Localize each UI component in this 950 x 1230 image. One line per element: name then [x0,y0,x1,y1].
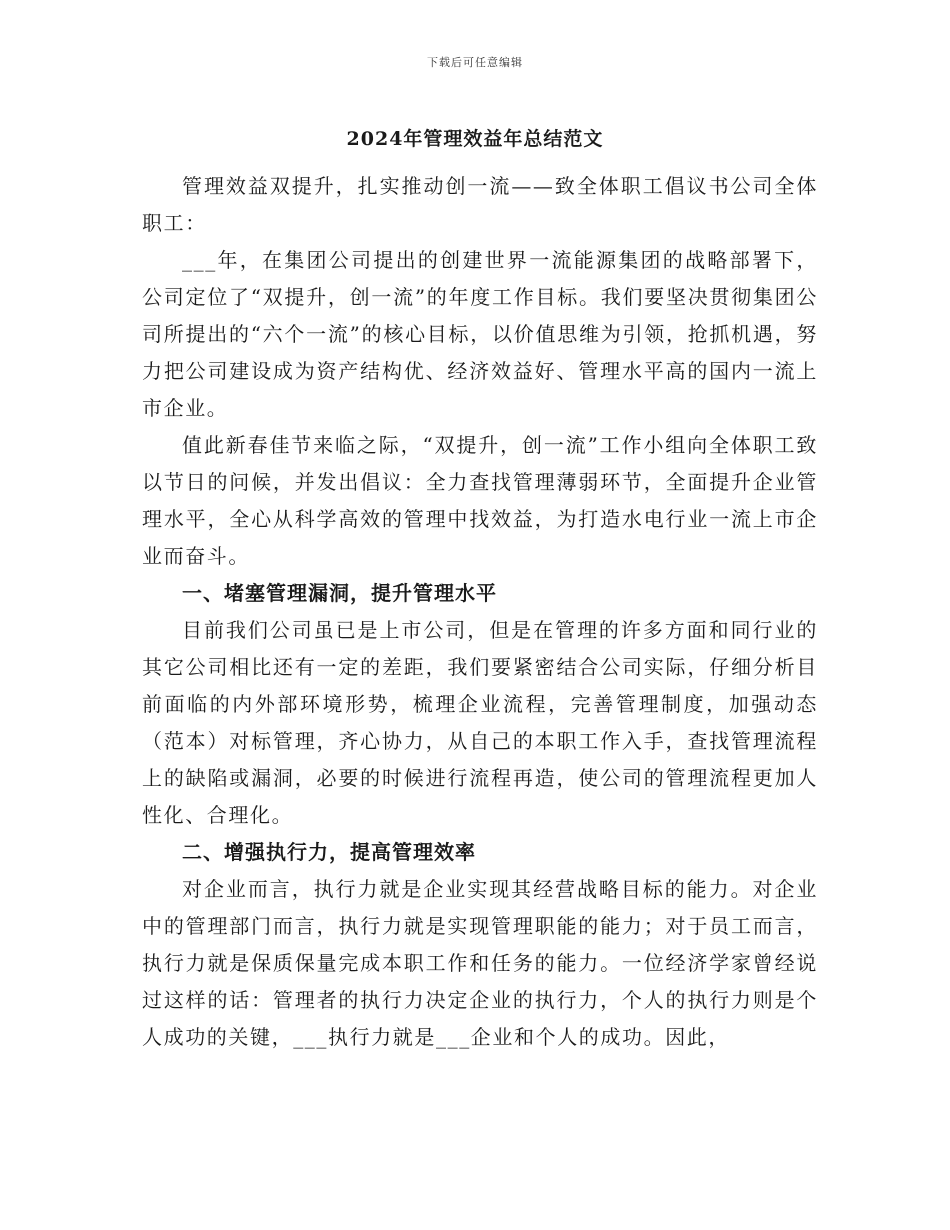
document-body [142,168,818,1056]
section-heading-1: 一、堵塞管理漏洞，提升管理水平 [182,581,497,605]
paragraph-goals: ___年，在集团公司提出的创建世界一流能源集团的战略部署下，公司定位了“双提升，创一流”的年度工作目标。我们要坚决贯彻集团公司所提出的“六个一流”的核心目标，以价值思维为引领，抢抓机遇，努力把公司建设成为资产结构优、经济效益好、管理水平高的国内一流上市企业。 [142,248,818,420]
paragraph-initiative: 值此新春佳节来临之际，“双提升，创一流”工作小组向全体职工致以节日的问候，并发出倡议：全力查找管理薄弱环节，全面提升企业管理水平，全心从科学高效的管理中找效益，为打造水电行业一流上市企业而奋斗。 [142,433,818,568]
section-body-2: 对企业而言，执行力就是企业实现其经营战略目标的能力。对企业中的管理部门而言，执行力就是实现管理职能的能力；对于员工而言，执行力就是保质保量完成本职工作和任务的能力。一位经济学家曾经说过这样的话：管理者的执行力决定企业的执行力，个人的执行力则是个人成功的关键，___执行力就是___企业和个人的成功。因此， [142,877,818,1049]
page-header-note: 下载后可任意编辑 [427,56,523,69]
document-title: 2024年管理效益年总结范文 [346,128,604,150]
paragraph-intro: 管理效益双提升，扎实推动创一流——致全体职工倡议书公司全体职工： [142,174,818,235]
section-heading-2: 二、增强执行力，提高管理效率 [182,840,476,864]
section-body-1: 目前我们公司虽已是上市公司，但是在管理的许多方面和同行业的其它公司相比还有一定的差距，我们要紧密结合公司实际，仔细分析目前面临的内外部环境形势，梳理企业流程，完善管理制度，加强动态（范本）对标管理，齐心协力，从自己的本职工作入手，查找管理流程上的缺陷或漏洞，必要的时候进行流程再造，使公司的管理流程更加人性化、合理化。 [142,618,818,827]
